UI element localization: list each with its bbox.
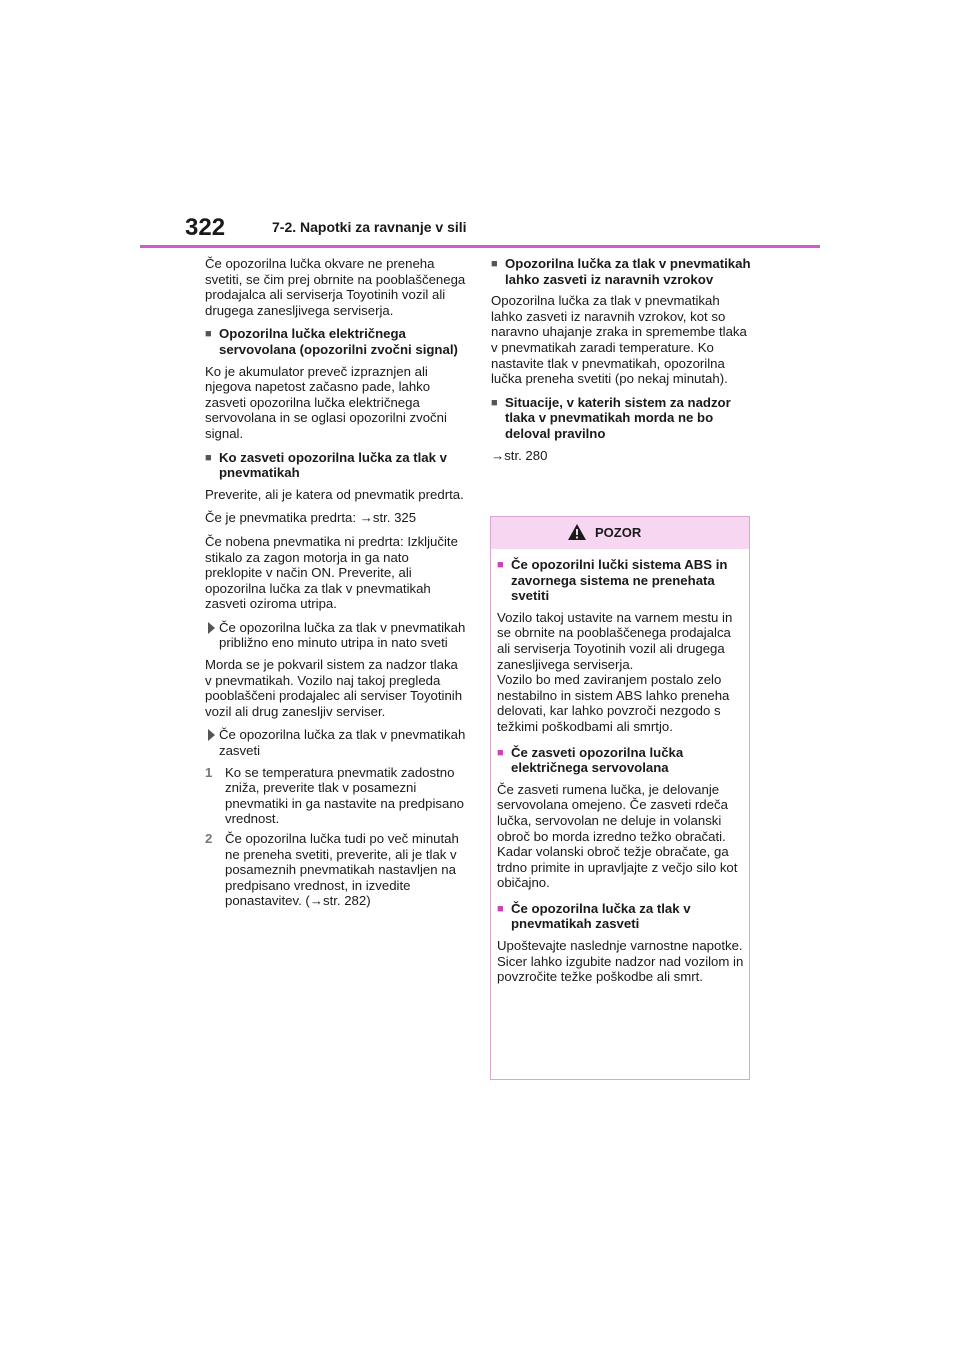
subheading-text: Če opozorilni lučki sistema ABS in zavornega sistema ne prenehata svetiti	[511, 557, 728, 604]
step-number: 2	[205, 831, 213, 846]
warning-box	[490, 516, 750, 1080]
pointer-item	[205, 620, 467, 651]
square-bullet-icon: ■	[497, 746, 504, 759]
paragraph: Opozorilna lučka za tlak v pnevmatikah lahko zasveti iz naravnih vzrokov, kot so naravno uhajanje zraka in spremembe tlaka v pnevmatikah zaradi temperature. Ko nastavite tlak v pnevmatikah, opozorilna lučka preneha svetiti (po nekaj minutah).	[491, 293, 747, 387]
header-rule	[140, 245, 820, 248]
subheading-text: Opozorilna lučka električnega servovolana (opozorilni zvočni signal)	[219, 326, 458, 357]
triangle-pointer-icon	[205, 727, 219, 758]
warning-label: POZOR	[595, 525, 642, 540]
square-bullet-icon: ■	[497, 559, 504, 571]
square-bullet-icon: ■	[491, 396, 498, 409]
warning-triangle-icon	[567, 523, 587, 541]
paragraph: Upoštevajte naslednje varnostne napotke. Sicer lahko izgubite nadzor nad vozilom in povzročite težke poškodbe ali smrt.	[497, 938, 744, 985]
square-bullet-icon: ■	[491, 258, 498, 270]
paragraph: Preverite, ali je katera od pnevmatik predrta.	[205, 486, 464, 502]
section-title: 7-2. Napotki za ravnanje v sili	[272, 219, 467, 235]
pointer-item	[205, 727, 467, 758]
subheading	[497, 557, 745, 604]
subheading	[491, 395, 751, 442]
subheading-text: Situacije, v katerih sistem za nadzor tlaka v pnevmatikah morda ne bo deloval pravilno	[505, 394, 731, 441]
left-column	[205, 256, 467, 913]
warning-body	[491, 549, 749, 985]
paragraph: Če zasveti rumena lučka, je delovanje servovolana omejeno. Če zasveti rdeča lučka, servovolan ne deluje in volanski obroč bo morda izredno težko obračati. Kadar volanski obroč težje obračate, ga trdno primite in upravljajte z večjo silo kot običajno.	[497, 781, 738, 891]
page-number: 322	[185, 214, 226, 241]
pointer-text: Če opozorilna lučka za tlak v pnevmatikah približno eno minuto utripa in nato sveti	[219, 619, 466, 651]
subheading	[491, 256, 751, 287]
triangle-pointer-icon	[205, 620, 219, 651]
warning-header	[491, 517, 749, 549]
square-bullet-icon: ■	[497, 902, 504, 915]
subheading-text: Če opozorilna lučka za tlak v pnevmatikah zasveti	[511, 900, 691, 932]
step-number: 1	[205, 764, 213, 780]
paragraph: Vozilo takoj ustavite na varnem mestu in se obrnite na pooblaščenega prodajalca ali serviserja Toyotinih vozil ali drugega zanesljivega serviserja. Vozilo bo med zaviranjem postalo zelo nestabilno in sistem ABS lahko preneha delovati, kar lahko povzroči nezgodo s težkimi poškodbami ali smrtjo.	[497, 609, 733, 734]
right-column	[491, 256, 751, 471]
subheading	[205, 450, 467, 481]
paragraph: Če je pnevmatika predrta: →str. 325	[205, 510, 417, 526]
page-header	[140, 214, 820, 250]
paragraph: Če nobena pnevmatika ni predrta: Izključite stikalo za zagon motorja in ga nato preklopite v način ON. Preverite, ali opozorilna lučka za tlak v pnevmatikah zasveti oziroma utripa.	[205, 533, 458, 612]
square-bullet-icon: ■	[205, 328, 212, 341]
paragraph: Morda se je pokvaril sistem za nadzor tlaka v pnevmatikah. Vozilo naj takoj pregleda pooblaščeni prodajalec ali serviser Toyotinih vozil ali drug zanesljiv serviser.	[205, 657, 463, 719]
subheading	[205, 326, 467, 357]
step-item	[205, 831, 467, 909]
step-item	[205, 765, 467, 827]
step-text: Ko se temperatura pnevmatik zadostno zniža, preverite tlak v posamezni pnevmatiki in ga nastavite na predpisano vrednost.	[225, 764, 464, 827]
step-text: Če opozorilna lučka tudi po več minutah ne preneha svetiti, preverite, ali je tlak v posameznih pnevmatikah nastavljen na predpisano vrednost, in izvedite ponastavitev. (→str. 282)	[225, 831, 459, 909]
pointer-text: Če opozorilna lučka za tlak v pnevmatikah zasveti	[219, 727, 466, 759]
subheading-text: Opozorilna lučka za tlak v pnevmatikah lahko zasveti iz naravnih vzrokov	[505, 256, 751, 287]
subheading-text: Ko zasveti opozorilna lučka za tlak v pnevmatikah	[219, 449, 447, 481]
square-bullet-icon: ■	[205, 451, 212, 464]
subheading-text: Če zasveti opozorilna lučka električnega servovolana	[511, 744, 684, 776]
paragraph: Če opozorilna lučka okvare ne preneha svetiti, se čim prej obrnite na pooblaščenega prodajalca ali serviserja Toyotinih vozil ali drugega zanesljivega serviserja.	[205, 256, 466, 318]
paragraph: Ko je akumulator preveč izpraznjen ali njegova napetost začasno pade, lahko zasveti opozorilna lučka električnega servovolana in se oglasi opozorilni zvočni signal.	[205, 363, 447, 441]
paragraph: →str. 280	[491, 447, 548, 463]
subheading	[497, 745, 745, 776]
subheading	[497, 901, 745, 932]
